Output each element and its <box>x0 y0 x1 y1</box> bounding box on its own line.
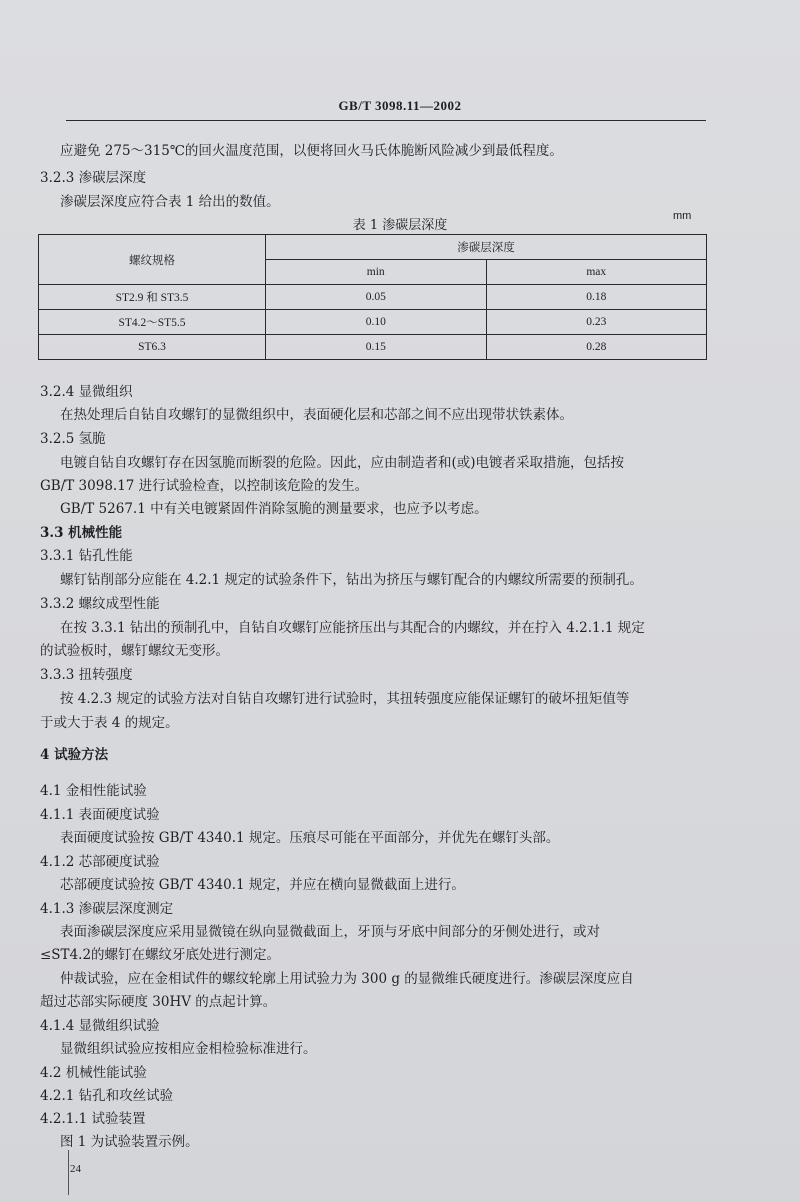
paragraph-line: 渗碳层深度应符合表 1 给出的数值。 <box>60 194 280 210</box>
paragraph-line: 于或大于表 4 的规定。 <box>40 715 179 731</box>
section-heading-3-3-1: 3.3.1 钻孔性能 <box>40 548 133 564</box>
paragraph-line: 表面硬度试验按 GB/T 4340.1 规定。压痕尽可能在平面部分，并优先在螺钉头部。 <box>60 830 560 846</box>
table-cell-min: 0.05 <box>266 285 487 310</box>
table-cell-max: 0.28 <box>486 335 707 360</box>
paragraph-line: 仲裁试验，应在金相试件的螺纹轮廓上用试验力为 300 g 的显微维氏硬度进行。渗碳层深度应自 <box>60 971 634 987</box>
carburized-depth-table <box>38 234 707 360</box>
table-row <box>39 285 707 310</box>
margin-rule <box>68 1150 69 1195</box>
table-header-max: max <box>486 260 707 285</box>
table-cell-min: 0.10 <box>266 310 487 335</box>
paragraph-line: 超过芯部实际硬度 30HV 的点起计算。 <box>40 994 277 1010</box>
paragraph-line: 螺钉钻削部分应能在 4.2.1 规定的试验条件下，钻出为挤压与螺钉配合的内螺纹所需要的预制孔。 <box>60 572 643 588</box>
table-cell-spec: ST4.2～ST5.5 <box>39 310 266 335</box>
section-heading-3-3: 3.3 机械性能 <box>40 525 123 541</box>
page-number: 24 <box>70 1163 81 1175</box>
section-heading-3-2-4: 3.2.4 显微组织 <box>40 384 133 400</box>
section-heading-4-2-1-1: 4.2.1.1 试验装置 <box>40 1111 146 1127</box>
section-heading-4-1: 4.1 金相性能试验 <box>40 783 147 799</box>
paragraph-line: 的试验板时，螺钉螺纹无变形。 <box>40 643 229 659</box>
paragraph-line: 显微组织试验应按相应金相检验标准进行。 <box>60 1041 317 1057</box>
section-heading-4-1-2: 4.1.2 芯部硬度试验 <box>40 854 160 870</box>
table-caption: 表 1 渗碳层深度 <box>352 218 448 233</box>
section-heading-3-2-3: 3.2.3 渗碳层深度 <box>40 170 147 186</box>
table-header-depth: 渗碳层深度 <box>266 235 707 260</box>
table-cell-spec: ST6.3 <box>39 335 266 360</box>
paragraph-line: 芯部硬度试验按 GB/T 4340.1 规定，并应在横向显微截面上进行。 <box>60 877 465 893</box>
section-heading-4-1-3: 4.1.3 渗碳层深度测定 <box>40 901 174 917</box>
paragraph-line: GB/T 5267.1 中有关电镀紧固件消除氢脆的测量要求，也应予以考虑。 <box>60 501 488 517</box>
table-cell-max: 0.18 <box>486 285 707 310</box>
standard-header: GB/T 3098.11—2002 <box>338 98 462 113</box>
table-row <box>39 335 707 360</box>
paragraph-line: GB/T 3098.17 进行试验检查，以控制该危险的发生。 <box>40 478 369 494</box>
table-header-spec: 螺纹规格 <box>39 235 266 285</box>
section-heading-3-3-2: 3.3.2 螺纹成型性能 <box>40 596 160 612</box>
paragraph-line: ≤ST4.2的螺钉在螺纹牙底处进行测定。 <box>40 947 281 963</box>
table-header-min: min <box>266 260 487 285</box>
table-unit: mm <box>673 210 692 222</box>
paragraph-line: 图 1 为试验装置示例。 <box>60 1134 199 1150</box>
table-cell-max: 0.23 <box>486 310 707 335</box>
section-heading-4-1-4: 4.1.4 显微组织试验 <box>40 1018 160 1034</box>
paragraph-line: 电镀自钻自攻螺钉存在因氢脆而断裂的危险。因此，应由制造者和(或)电镀者采取措施，包括按 <box>60 455 625 471</box>
paragraph-line: 按 4.2.3 规定的试验方法对自钻自攻螺钉进行试验时，其扭转强度应能保证螺钉的破坏扭矩值等 <box>60 691 630 707</box>
section-heading-3-2-5: 3.2.5 氢脆 <box>40 431 106 447</box>
table-cell-spec: ST2.9 和 ST3.5 <box>39 285 266 310</box>
section-heading-4-2-1: 4.2.1 钻孔和攻丝试验 <box>40 1088 174 1104</box>
table-cell-min: 0.15 <box>266 335 487 360</box>
table-row <box>39 310 707 335</box>
paragraph-line: 应避免 275～315℃的回火温度范围，以便将回火马氏体脆断风险减少到最低程度。 <box>60 143 563 159</box>
paragraph-line: 表面渗碳层深度应采用显微镜在纵向显微截面上，牙顶与牙底中间部分的牙侧处进行，或对 <box>60 924 600 940</box>
section-heading-4-2: 4.2 机械性能试验 <box>40 1065 147 1081</box>
section-heading-3-3-3: 3.3.3 扭转强度 <box>40 667 133 683</box>
paragraph-line: 在热处理后自钻自攻螺钉的显微组织中，表面硬化层和芯部之间不应出现带状铁素体。 <box>60 407 573 423</box>
header-rule <box>66 120 706 121</box>
section-heading-4-1-1: 4.1.1 表面硬度试验 <box>40 807 160 823</box>
section-heading-4: 4 试验方法 <box>40 747 109 763</box>
paragraph-line: 在按 3.3.1 钻出的预制孔中，自钻自攻螺钉应能挤压出与其配合的内螺纹，并在拧入 4.2.1.1 规定 <box>60 620 645 636</box>
